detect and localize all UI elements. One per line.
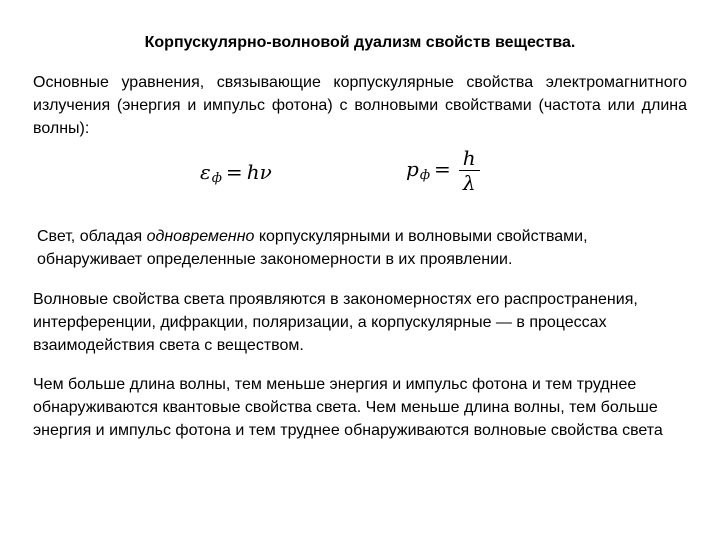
- duality-text-after: корпускулярными и волновыми свойствами, обнаруживает определенные закономерности в их проявлении.: [37, 228, 588, 268]
- energy-symbol: ε: [200, 160, 211, 184]
- slide-title: Корпускулярно-волновой дуализм свойств вещества.: [144, 34, 576, 51]
- energy-rhs: hν: [246, 160, 272, 184]
- fraction-numerator: h: [459, 146, 480, 171]
- energy-subscript: ф: [211, 171, 222, 186]
- wavelength-paragraph: Чем больше длина волны, тем меньше энергия и импульс фотона и тем труднее обнаруживаются квантовые свойства света. Чем меньше длина волны, тем больше энергия и импульс фотона и тем труднее обнаруживаются волновые свойства света: [33, 376, 663, 439]
- duality-paragraph: [37, 225, 677, 271]
- momentum-symbol: p: [406, 157, 419, 181]
- fraction-denominator: λ: [462, 171, 476, 195]
- momentum-subscript: ф: [419, 168, 430, 183]
- photon-energy-formula: [200, 160, 272, 186]
- wave-properties-paragraph: Волновые свойства света проявляются в закономерностях его распространения, интерференции, дифракции, поляризации, а корпускулярные — в процессах взаимодействия света с веществом.: [33, 291, 638, 354]
- momentum-equals: =: [434, 157, 451, 181]
- duality-emphasis: одновременно: [146, 228, 255, 245]
- photon-momentum-formula: [406, 146, 480, 195]
- intro-paragraph: Основные уравнения, связывающие корпускулярные свойства электромагнитного излучения (энергия и импульс фотона) с волновыми свойствами (частота или длина волны):: [33, 74, 687, 137]
- energy-equals: =: [225, 160, 243, 184]
- momentum-fraction: [459, 146, 480, 195]
- duality-text-before: Свет, обладая: [37, 228, 147, 245]
